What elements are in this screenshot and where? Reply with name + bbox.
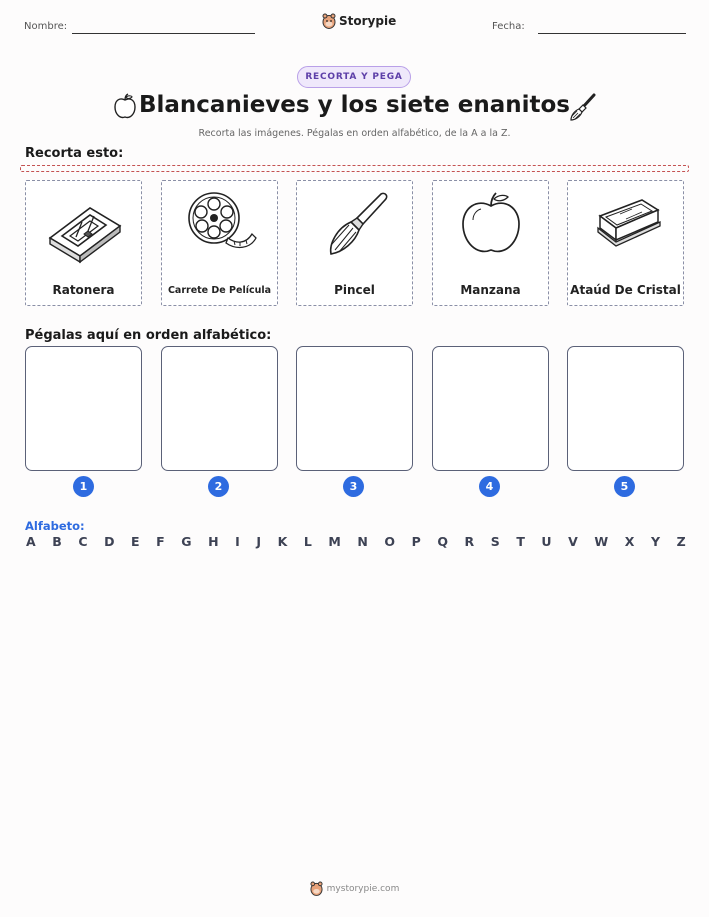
paste-box-1[interactable] (25, 346, 142, 471)
storypie-mascot-icon (310, 881, 323, 896)
paste-box-4[interactable] (432, 346, 549, 471)
alphabet-letter: N (357, 534, 368, 549)
cut-section-title: Recorta esto: (25, 146, 124, 161)
alphabet-letter: M (328, 534, 341, 549)
cut-card-ratonera[interactable] (25, 180, 142, 306)
date-line[interactable] (538, 33, 686, 34)
paste-number-2: 2 (208, 476, 229, 497)
paste-number-1: 1 (73, 476, 94, 497)
name-line[interactable] (72, 33, 255, 34)
alphabet-letter: U (541, 534, 552, 549)
alphabet-letter: J (256, 534, 261, 549)
date-label: Fecha: (492, 21, 525, 32)
cut-card-ataud[interactable] (567, 180, 684, 306)
cut-card-manzana[interactable] (432, 180, 549, 306)
paste-number-5: 5 (614, 476, 635, 497)
film-reel-icon (180, 186, 260, 276)
storypie-logo (322, 13, 396, 29)
cut-label: Carrete De Película (167, 285, 272, 296)
worksheet-title: Blancanieves y los siete enanitos (138, 92, 570, 118)
mousetrap-icon (44, 186, 124, 276)
alphabet-letter: V (568, 534, 578, 549)
cut-card-pincel[interactable] (296, 180, 413, 306)
alphabet-letter: F (156, 534, 165, 549)
cut-label: Manzana (460, 283, 521, 297)
alphabet-letter: G (181, 534, 192, 549)
alphabet-letter: P (411, 534, 421, 549)
alphabet-letter: T (516, 534, 525, 549)
logo-text: Storypie (339, 14, 397, 28)
cut-label: Ratonera (52, 283, 115, 297)
alphabet-letter: B (52, 534, 62, 549)
alphabet-letter: H (208, 534, 219, 549)
footer-url[interactable]: mystorypie.com (326, 883, 400, 894)
alphabet-letter: Q (437, 534, 448, 549)
name-label: Nombre: (24, 21, 68, 32)
cut-guide-line (20, 165, 689, 172)
activity-badge: RECORTA Y PEGA (297, 66, 411, 88)
alphabet-letter: Z (676, 534, 686, 549)
paste-box-5[interactable] (567, 346, 684, 471)
cut-label: Pincel (334, 283, 375, 297)
alphabet-letter: Y (650, 534, 660, 549)
alphabet-letter: W (594, 534, 609, 549)
paste-section-title: Pégalas aquí en orden alfabético: (25, 328, 272, 343)
paintbrush-icon (569, 92, 597, 122)
alphabet-letter: C (78, 534, 88, 549)
glass-coffin-icon (586, 186, 666, 276)
alphabet-letter: D (104, 534, 115, 549)
alphabet-letter: L (303, 534, 312, 549)
paste-number-4: 4 (479, 476, 500, 497)
paste-number-3: 3 (343, 476, 364, 497)
apple-icon (451, 186, 531, 276)
alphabet-letter: E (131, 534, 140, 549)
alphabet-letter: O (384, 534, 396, 549)
alphabet-title: Alfabeto: (25, 519, 85, 533)
paintbrush-icon (315, 186, 395, 276)
alphabet-letter: S (490, 534, 500, 549)
cut-label: Ataúd De Cristal (570, 283, 681, 297)
storypie-mascot-icon (322, 13, 336, 29)
cut-card-carrete[interactable] (161, 180, 278, 306)
worksheet-instructions: Recorta las imágenes. Pégalas en orden alfabético, de la A a la Z. (198, 128, 511, 139)
paste-box-2[interactable] (161, 346, 278, 471)
alphabet-letter: X (624, 534, 635, 549)
alphabet-letter: R (464, 534, 475, 549)
alphabet-letter: K (277, 534, 288, 549)
paste-box-3[interactable] (296, 346, 413, 471)
alphabet-letter: A (26, 534, 36, 549)
footer (0, 881, 709, 896)
alphabet-row (26, 534, 686, 549)
alphabet-letter: I (235, 534, 240, 549)
